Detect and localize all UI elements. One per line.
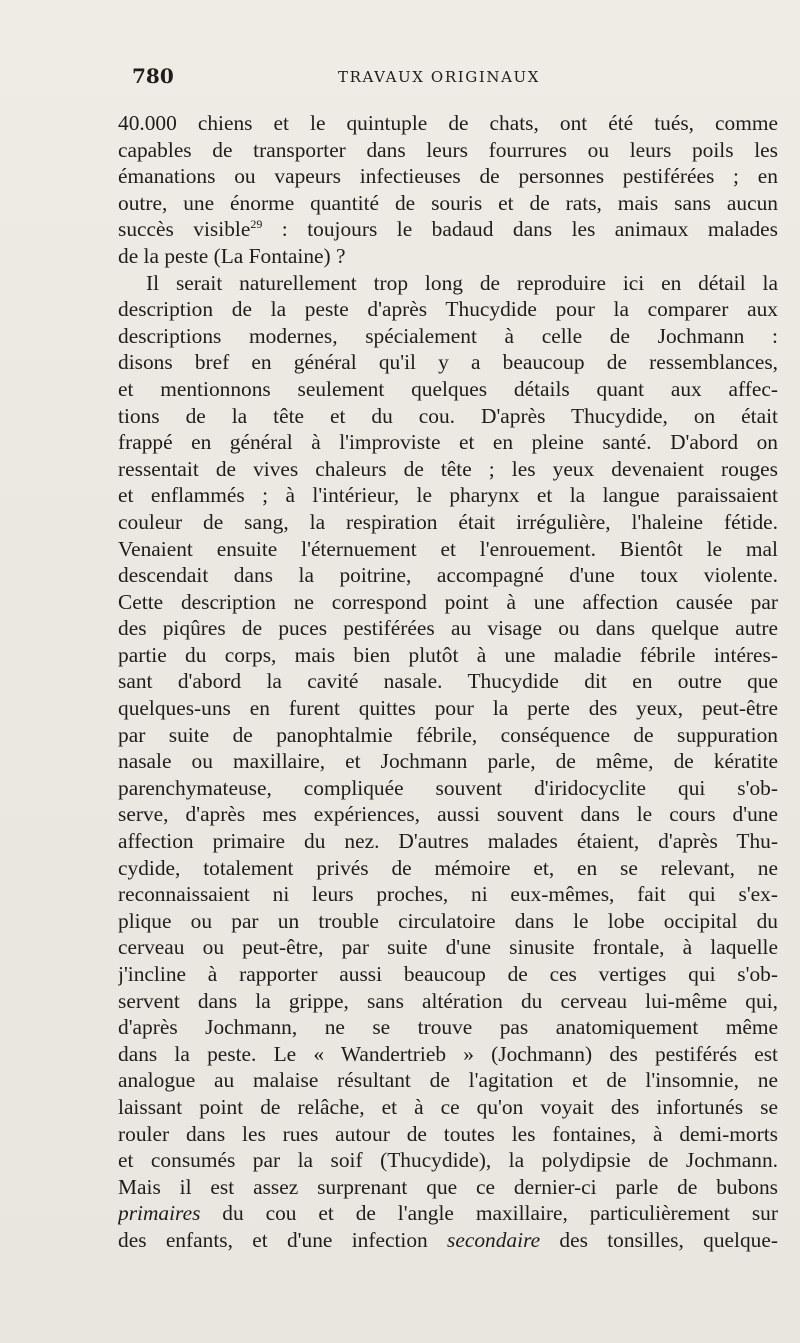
line-text: j'incline à rapporter aussi beaucoup de ces vertiges qui s'ob- bbox=[118, 962, 778, 986]
line-text: des tonsilles, quelque- bbox=[540, 1227, 778, 1252]
text-line bbox=[118, 536, 778, 563]
line-text: Il serait naturellement trop long de reproduire ici en détail la bbox=[146, 270, 778, 295]
line-text: cydide, totalement privés de mémoire et, en se relevant, ne bbox=[118, 855, 778, 880]
text-line bbox=[118, 642, 778, 669]
text-line bbox=[118, 243, 778, 270]
text-line bbox=[118, 216, 778, 243]
line-text: serve, d'après mes expériences, aussi souvent dans le cours d'une bbox=[118, 802, 778, 827]
line-text: : toujours le badaud dans les animaux malades bbox=[262, 217, 778, 242]
text-line bbox=[118, 988, 778, 1015]
line-text: cerveau ou peut-être, par suite d'une sinusite frontale, à laquelle bbox=[118, 935, 778, 960]
page-header bbox=[132, 64, 778, 90]
line-text: émanations ou vapeurs infectieuses de personnes pestiférées ; en bbox=[118, 164, 778, 189]
text-line bbox=[118, 349, 778, 376]
text-line bbox=[118, 881, 778, 908]
line-text: et enflammés ; à l'intérieur, le pharynx et la langue paraissaient bbox=[118, 483, 778, 508]
line-text: descriptions modernes, spécialement à celle de Jochmann : bbox=[118, 323, 778, 348]
text-line bbox=[118, 828, 778, 855]
line-text: plique ou par un trouble circulatoire dans le lobe occipital du bbox=[118, 908, 778, 933]
line-text: quelques-uns en furent quittes pour la perte des yeux, peut-être bbox=[118, 696, 778, 721]
text-line bbox=[118, 1200, 778, 1227]
text-line bbox=[118, 163, 778, 190]
line-text: Venaient ensuite l'éternuement et l'enrouement. Bientôt le mal bbox=[118, 536, 778, 561]
text-line bbox=[118, 429, 778, 456]
text-line bbox=[118, 1121, 778, 1148]
line-text: rouler dans les rues autour de toutes les fontaines, à demi-morts bbox=[118, 1121, 778, 1146]
line-text: d'après Jochmann, ne se trouve pas anatomiquement même bbox=[118, 1015, 778, 1040]
line-text: disons bref en général qu'il y a beaucoup de ressemblances, bbox=[118, 350, 778, 375]
line-text: analogue au malaise résultant de l'agitation et de l'insomnie, ne bbox=[118, 1068, 778, 1093]
line-text: laissant point de relâche, et à ce qu'on voyait des infortunés se bbox=[118, 1094, 778, 1119]
text-line bbox=[118, 323, 778, 350]
text-line bbox=[118, 615, 778, 642]
text-line bbox=[118, 695, 778, 722]
line-text: des enfants, et d'une infection bbox=[118, 1227, 448, 1252]
text-line bbox=[118, 908, 778, 935]
text-line bbox=[118, 1227, 778, 1254]
text-line bbox=[118, 403, 778, 430]
text-line bbox=[118, 775, 778, 802]
text-line bbox=[118, 668, 778, 695]
text-line bbox=[118, 748, 778, 775]
line-text: descendait dans la poitrine, accompagné d'une toux violente. bbox=[118, 563, 778, 588]
text-line bbox=[118, 589, 778, 616]
footnote-ref: 29 bbox=[250, 217, 263, 232]
line-text: frappé en général à l'improviste et en pleine santé. D'abord on bbox=[118, 430, 778, 455]
line-text: par suite de panophtalmie fébrile, conséquence de suppuration bbox=[118, 722, 778, 747]
line-text: nasale ou maxillaire, et Jochmann parle, de même, de kératite bbox=[118, 749, 778, 774]
line-text: sant d'abord la cavité nasale. Thucydide dit en outre que bbox=[118, 669, 778, 694]
line-text: capables de transporter dans leurs fourrures ou leurs poils les bbox=[118, 137, 778, 162]
text-line bbox=[118, 1014, 778, 1041]
text-line bbox=[118, 855, 778, 882]
line-text: 40.000 chiens et le quintuple de chats, ont été tués, comme bbox=[118, 111, 778, 135]
text-line bbox=[118, 562, 778, 589]
line-text: Mais il est assez surprenant que ce dernier-ci parle de bubons bbox=[118, 1174, 778, 1199]
line-text: description de la peste d'après Thucydide pour la comparer aux bbox=[118, 297, 778, 322]
line-text: des piqûres de puces pestiférées au visage ou dans quelque autre bbox=[118, 616, 778, 641]
line-text: outre, une énorme quantité de souris et de rats, mais sans aucun bbox=[118, 190, 778, 215]
line-text: affection primaire du nez. D'autres malades étaient, d'après Thu- bbox=[118, 829, 778, 854]
text-line bbox=[118, 1174, 778, 1201]
text-line bbox=[118, 1147, 778, 1174]
page-number: 780 bbox=[132, 64, 174, 88]
emphasis: secondaire bbox=[447, 1227, 541, 1252]
line-text: parenchymateuse, compliquée souvent d'iridocyclite qui s'ob- bbox=[118, 775, 778, 800]
text-line bbox=[118, 482, 778, 509]
line-text: du cou et de l'angle maxillaire, particulièrement sur bbox=[200, 1201, 778, 1226]
text-line bbox=[118, 1094, 778, 1121]
text-line bbox=[118, 376, 778, 403]
line-text: Cette description ne correspond point à une affection causée par bbox=[118, 589, 778, 614]
line-text: succès visible bbox=[118, 217, 251, 242]
text-line bbox=[118, 296, 778, 323]
line-text: et consumés par la soif (Thucydide), la polydipsie de Jochmann. bbox=[118, 1148, 778, 1173]
text-line bbox=[118, 961, 778, 988]
text-line bbox=[118, 801, 778, 828]
line-text: de la peste (La Fontaine) ? bbox=[118, 243, 346, 268]
body-text bbox=[118, 110, 778, 1254]
text-line bbox=[118, 190, 778, 217]
line-text: servent dans la grippe, sans altération du cerveau lui-même qui, bbox=[118, 988, 778, 1013]
line-text: partie du corps, mais bien plutôt à une maladie fébrile intéres- bbox=[118, 642, 778, 667]
emphasis: primaires bbox=[118, 1201, 201, 1226]
line-text: couleur de sang, la respiration était irrégulière, l'haleine fétide. bbox=[118, 509, 778, 534]
line-text: dans la peste. Le « Wandertrieb » (Jochmann) des pestiférés est bbox=[118, 1041, 778, 1066]
line-text: et mentionnons seulement quelques détails quant aux affec- bbox=[118, 376, 778, 401]
line-text: tions de la tête et du cou. D'après Thucydide, on était bbox=[118, 403, 778, 428]
text-line bbox=[118, 1041, 778, 1068]
line-text: reconnaissaient ni leurs proches, ni eux-mêmes, fait qui s'ex- bbox=[118, 882, 778, 907]
text-line bbox=[118, 1067, 778, 1094]
running-head: TRAVAUX ORIGINAUX bbox=[338, 68, 541, 86]
line-text: ressentait de vives chaleurs de tête ; les yeux devenaient rouges bbox=[118, 456, 778, 481]
text-line bbox=[118, 137, 778, 164]
text-line bbox=[118, 722, 778, 749]
text-line bbox=[118, 509, 778, 536]
text-line bbox=[118, 110, 778, 137]
text-line bbox=[118, 270, 778, 297]
text-line bbox=[118, 934, 778, 961]
text-line bbox=[118, 456, 778, 483]
